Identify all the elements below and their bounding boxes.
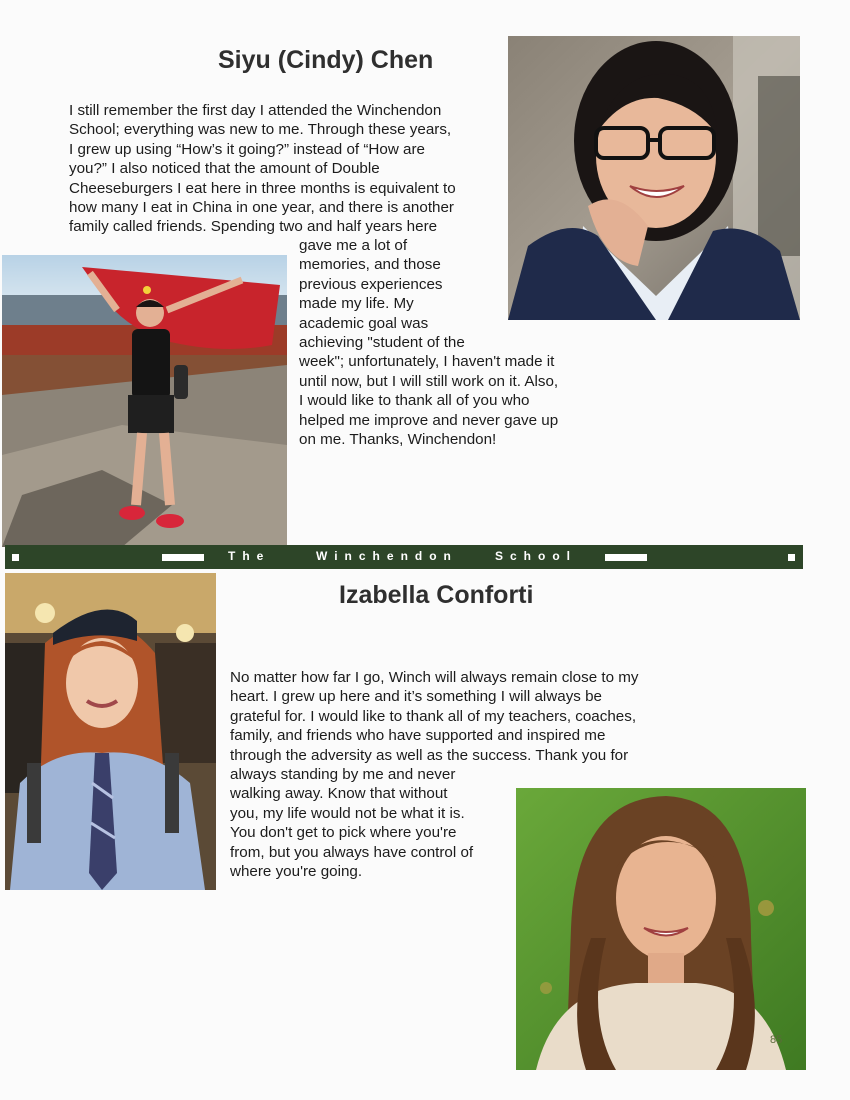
paragraph-line: made my life. My bbox=[299, 295, 414, 313]
paragraph-line: you?” I also noticed that the amount of Double bbox=[69, 160, 380, 178]
paragraph-line: No matter how far I go, Winch will always remain close to my bbox=[230, 669, 639, 686]
paragraph-line: where you're going. bbox=[230, 862, 363, 880]
banner-bar-right bbox=[605, 554, 647, 561]
flag-photo bbox=[2, 255, 287, 547]
paragraph-line: Cheeseburgers I eat here in three months is equivalent to bbox=[69, 179, 456, 197]
paragraph-line: School; everything was new to me. Through these years, bbox=[69, 121, 452, 139]
banner-bar-left bbox=[162, 554, 204, 561]
banner-word-winchendon: Winchendon bbox=[316, 549, 458, 563]
banner-square-left bbox=[12, 554, 19, 561]
portrait-photo-1 bbox=[508, 36, 800, 320]
paragraph-line: I still remember the first day I attended the Winchendon bbox=[69, 102, 442, 119]
paragraph-line: I grew up using “How’s it going?” instead of “How are bbox=[69, 140, 425, 158]
paragraph-line: walking away. Know that without bbox=[230, 785, 448, 803]
banner-square-right bbox=[788, 554, 795, 561]
paragraph-line: week"; unfortunately, I haven't made it bbox=[299, 353, 555, 371]
paragraph-line: always standing by me and never bbox=[230, 765, 456, 783]
paragraph-line: on me. Thanks, Winchendon! bbox=[299, 430, 497, 448]
paragraph-line: previous experiences bbox=[299, 275, 443, 293]
paragraph-line: memories, and those bbox=[299, 256, 441, 274]
paragraph-line: family called friends. Spending two and half years here bbox=[69, 218, 438, 236]
paragraph-line: how many I eat in China in one year, and there is another bbox=[69, 198, 454, 216]
banner-word-school: School bbox=[495, 549, 578, 563]
paragraph-line: from, but you always have control of bbox=[230, 843, 474, 861]
candid-photo-2 bbox=[5, 573, 216, 890]
portrait-photo-2 bbox=[516, 788, 806, 1070]
student-name-2: Izabella Conforti bbox=[339, 581, 534, 609]
paragraph-line: academic goal was bbox=[299, 314, 429, 332]
paragraph-line: family, and friends who have supported and inspired me bbox=[230, 727, 606, 745]
school-banner bbox=[5, 545, 803, 569]
paragraph-line: helped me improve and never gave up bbox=[299, 411, 559, 429]
banner-word-the: The bbox=[228, 549, 271, 563]
paragraph-line: heart. I grew up here and it’s something I will always be bbox=[230, 688, 603, 706]
student-paragraph-1 bbox=[69, 101, 456, 237]
paragraph-line: until now, but I will still work on it. Also, bbox=[299, 372, 559, 390]
paragraph-line: grateful for. I would like to thank all of my teachers, coaches, bbox=[230, 707, 637, 725]
student-name-1: Siyu (Cindy) Chen bbox=[218, 46, 434, 74]
paragraph-line: gave me a lot of bbox=[299, 237, 408, 254]
paragraph-line: you, my life would not be what it is. bbox=[230, 804, 465, 822]
paragraph-line: through the adversity as well as the success. Thank you for bbox=[230, 746, 629, 764]
paragraph-line: You don't get to pick where you're bbox=[230, 824, 457, 842]
page-number: 85 bbox=[770, 1034, 783, 1046]
paragraph-line: I would like to thank all of you who bbox=[299, 392, 530, 410]
paragraph-line: achieving "student of the bbox=[299, 333, 465, 351]
